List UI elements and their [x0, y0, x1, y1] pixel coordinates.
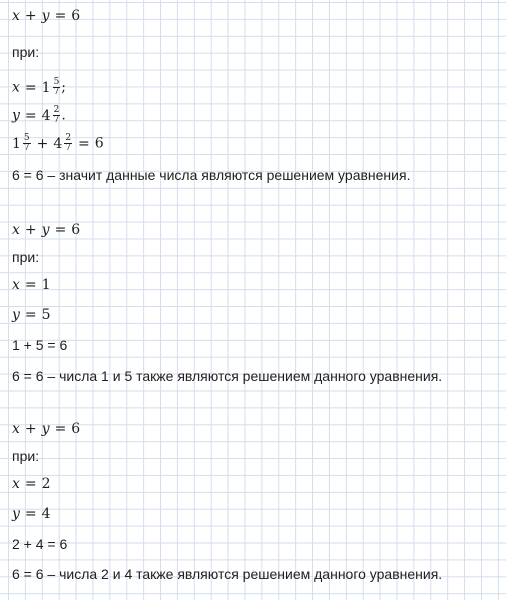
x-value-line-1: x = 1 $\frac{5}{7}$ ; [12, 77, 67, 97]
equation-2: x + y = 6 [12, 222, 81, 238]
sum-line-3: 2 + 4 = 6 [12, 536, 68, 552]
conclusion-3: 6 = 6 – числа 2 и 4 также являются решением данного уравнения. [12, 566, 443, 582]
condition-label-1: при: [12, 44, 40, 60]
y-value-line-1: y = 4 $\frac{2}{7}$ . [12, 105, 66, 125]
x-value-line-3: x = 2 [12, 476, 51, 492]
fraction: $\frac{2}{7}$ [53, 105, 60, 125]
fraction: $\frac{5}{7}$ [53, 77, 60, 97]
fraction: $\frac{5}{7}$ [23, 133, 30, 153]
fraction: $\frac{2}{7}$ [65, 133, 72, 153]
equation-1: x + y = 6 [12, 8, 81, 24]
conclusion-1: 6 = 6 – значит данные числа являются решением уравнения. [12, 167, 411, 183]
conclusion-2: 6 = 6 – числа 1 и 5 также являются решением данного уравнения. [12, 368, 443, 384]
y-value-line-3: y = 4 [12, 506, 51, 522]
y-value-line-2: y = 5 [12, 307, 51, 323]
condition-label-2: при: [12, 249, 40, 265]
condition-label-3: при: [12, 448, 40, 464]
equation-3: x + y = 6 [12, 421, 81, 437]
x-value-line-2: x = 1 [12, 277, 51, 293]
sum-line-2: 1 + 5 = 6 [12, 337, 68, 353]
sum-line-1: 1 $\frac{5}{7}$ + 4 $\frac{2}{7}$ = 6 [12, 133, 104, 153]
